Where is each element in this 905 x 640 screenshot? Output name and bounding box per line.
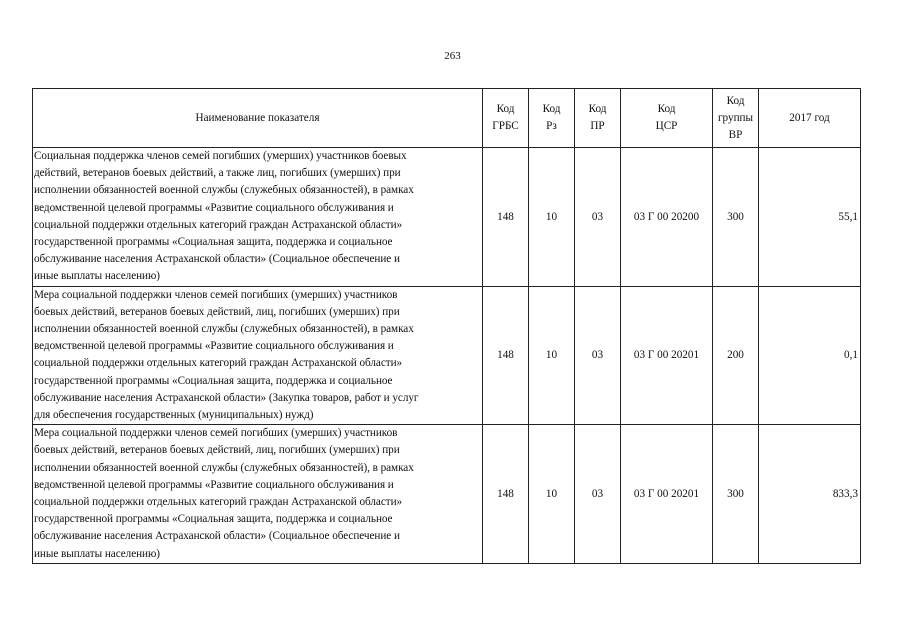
vr-cell: 300	[713, 148, 759, 287]
indicator-name-line: социальной поддержки отдельных категорий граждан Астраханской области»	[34, 357, 403, 370]
vr-cell: 200	[713, 286, 759, 425]
header-pr-line-1: Код	[588, 103, 607, 115]
indicator-name-line: для обеспечения государственных (муниципальных) нужд)	[34, 409, 314, 422]
indicator-name-line: государственной программы «Социальная защита, поддержка и социальное	[34, 374, 393, 387]
indicator-name-line: иные выплаты населению)	[34, 547, 160, 560]
header-pr	[575, 89, 621, 148]
rz-cell: 10	[529, 286, 575, 425]
indicator-name-line: Социальная поддержка членов семей погибших (умерших) участников боевых	[34, 150, 407, 162]
indicator-name-line: социальной поддержки отдельных категорий граждан Астраханской области»	[34, 218, 403, 231]
indicator-name-cell	[33, 286, 483, 425]
vr-cell: 300	[713, 425, 759, 564]
indicator-name-line: государственной программы «Социальная защита, поддержка и социальное	[34, 236, 393, 249]
rz-cell: 10	[529, 425, 575, 564]
indicator-name-line: Мера социальной поддержки членов семей погибших (умерших) участников	[34, 427, 398, 440]
table-row	[33, 148, 861, 287]
indicator-name-line: боевых действий, ветеранов боевых действий, лиц, погибших (умерших) при	[34, 305, 400, 318]
rz-cell: 10	[529, 148, 575, 287]
csr-cell: 03 Г 00 20201	[621, 286, 713, 425]
pr-cell: 03	[575, 148, 621, 287]
header-vr	[713, 89, 759, 148]
grbs-cell: 148	[483, 148, 529, 287]
indicator-name-cell	[33, 425, 483, 564]
indicator-name-line: обслуживание населения Астраханской области» (Закупка товаров, работ и услуг	[34, 391, 419, 404]
indicator-name-line: государственной программы «Социальная защита, поддержка и социальное	[34, 513, 393, 526]
amount-cell: 55,1	[759, 148, 861, 287]
header-rz	[529, 89, 575, 148]
header-pr-line-2: ПР	[590, 120, 605, 132]
grbs-cell: 148	[483, 425, 529, 564]
header-vr-line-3: ВР	[728, 128, 743, 141]
header-csr-line-2: ЦСР	[655, 120, 678, 132]
indicator-name-line: социальной поддержки отдельных категорий граждан Астраханской области»	[34, 496, 403, 509]
header-grbs	[483, 89, 529, 148]
table-header-row	[33, 89, 861, 148]
header-csr-line-1: Код	[657, 103, 676, 115]
indicator-name-line: Мера социальной поддержки членов семей погибших (умерших) участников	[34, 288, 398, 301]
header-name: Наименование показателя	[33, 89, 483, 148]
table-row	[33, 286, 861, 425]
grbs-cell: 148	[483, 286, 529, 425]
indicator-name-line: иные выплаты населению)	[34, 270, 160, 283]
indicator-name-line: боевых действий, ветеранов боевых действий, лиц, погибших (умерших) при	[34, 444, 400, 457]
indicator-name-line: ведомственной целевой программы «Развитие социального обслуживания и	[34, 340, 394, 353]
csr-cell: 03 Г 00 20201	[621, 425, 713, 564]
indicator-name-line: исполнении обязанностей военной службы (служебных обязанностей), в рамках	[34, 323, 414, 336]
indicator-name-line: ведомственной целевой программы «Развитие социального обслуживания и	[34, 201, 394, 214]
indicator-name-line: действий, ветеранов боевых действий, а также лиц, погибших (умерших) при	[34, 167, 401, 180]
indicator-name-line: исполнении обязанностей военной службы (служебных обязанностей), в рамках	[34, 461, 414, 474]
header-rz-line-1: Код	[542, 103, 561, 115]
header-vr-line-2: группы	[717, 111, 754, 124]
header-year: 2017 год	[759, 89, 861, 148]
indicator-name-cell	[33, 148, 483, 287]
amount-cell: 833,3	[759, 425, 861, 564]
indicator-name-line: исполнении обязанностей военной службы (служебных обязанностей), в рамках	[34, 184, 414, 197]
indicator-name-line: обслуживание населения Астраханской области» (Социальное обеспечение и	[34, 253, 400, 266]
budget-table	[32, 88, 861, 564]
header-grbs-line-1: Код	[496, 103, 515, 115]
header-vr-line-1: Код	[726, 94, 745, 107]
table-row	[33, 425, 861, 564]
pr-cell: 03	[575, 286, 621, 425]
page-number: 263	[444, 50, 461, 62]
indicator-name-line: обслуживание населения Астраханской области» (Социальное обеспечение и	[34, 530, 400, 543]
header-csr	[621, 89, 713, 148]
csr-cell: 03 Г 00 20200	[621, 148, 713, 287]
amount-cell: 0,1	[759, 286, 861, 425]
pr-cell: 03	[575, 425, 621, 564]
header-grbs-line-2: ГРБС	[492, 120, 519, 132]
indicator-name-line: ведомственной целевой программы «Развитие социального обслуживания и	[34, 478, 394, 491]
header-rz-line-2: Рз	[546, 120, 557, 132]
